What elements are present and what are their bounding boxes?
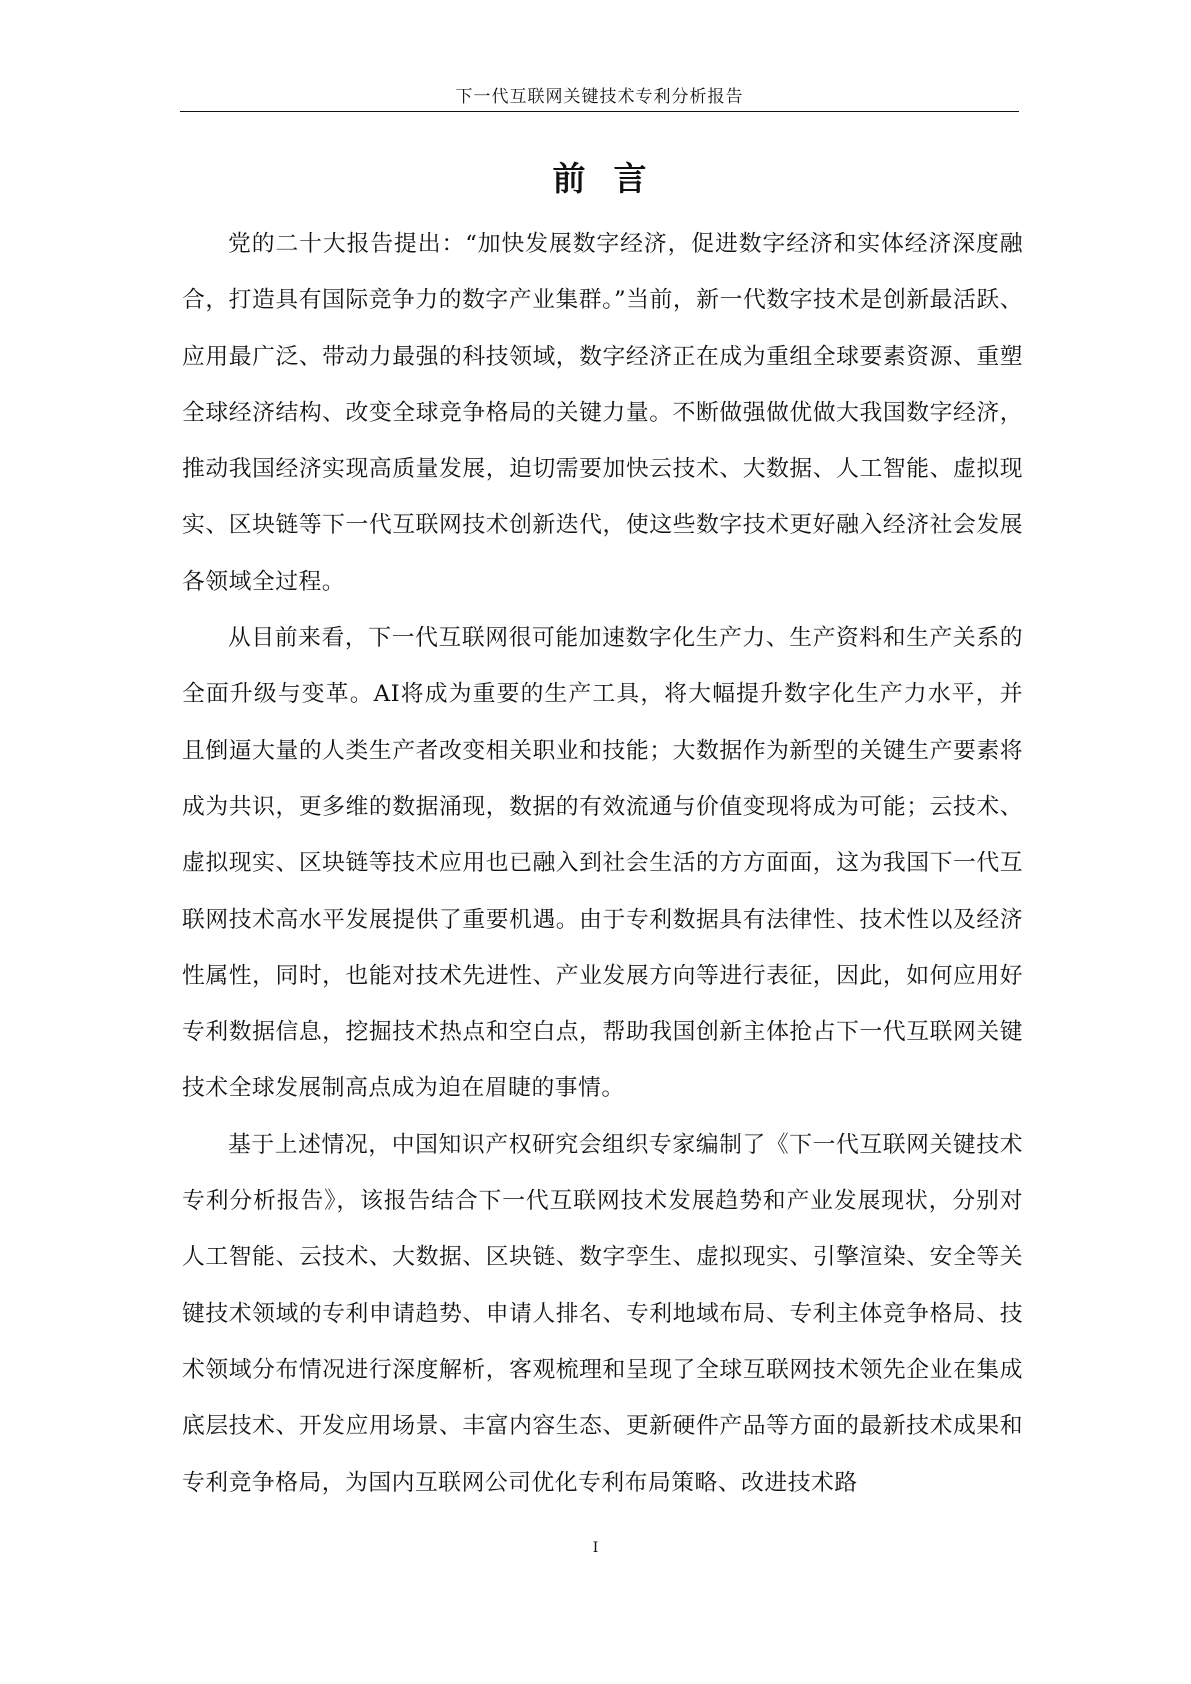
page-title: 前言	[552, 159, 675, 198]
body-text	[182, 216, 1023, 1511]
page-number: I	[592, 1540, 599, 1556]
paragraph-2: 从目前来看，下一代互联网很可能加速数字化生产力、生产资料和生产关系的全面升级与变革。AI将成为重要的生产工具，将大幅提升数字化生产力水平，并且倒逼大量的人类生产者改变相关职业和技能；大数据作为新型的关键生产要素将成为共识，更多维的数据涌现，数据的有效流通与价值变现将成为可能；云技术、虚拟现实、区块链等技术应用也已融入到社会生活的方方面面，这为我国下一代互联网技术高水平发展提供了重要机遇。由于专利数据具有法律性、技术性以及经济性属性，同时，也能对技术先进性、产业发展方向等进行表征，因此，如何应用好专利数据信息，挖掘技术热点和空白点，帮助我国创新主体抢占下一代互联网关键技术全球发展制高点成为迫在眉睫的事情。	[182, 625, 1023, 1102]
header-rule	[180, 111, 1019, 112]
paragraph-3: 基于上述情况，中国知识产权研究会组织专家编制了《下一代互联网关键技术专利分析报告》，该报告结合下一代互联网技术发展趋势和产业发展现状，分别对人工智能、云技术、大数据、区块链、数字孪生、虚拟现实、引擎渲染、安全等关键技术领域的专利申请趋势、申请人排名、专利地域布局、专利主体竞争格局、技术领域分布情况进行深度解析，客观梳理和呈现了全球互联网技术领先企业在集成底层技术、开发应用场景、丰富内容生态、更新硬件产品等方面的最新技术成果和专利竞争格局，为国内互联网公司优化专利布局策略、改进技术路	[182, 1131, 1023, 1496]
running-header: 下一代互联网关键技术专利分析报告	[455, 87, 744, 107]
paragraph-1: 党的二十大报告提出：“加快发展数字经济，促进数字经济和实体经济深度融合，打造具有国际竞争力的数字产业集群。”当前，新一代数字技术是创新最活跃、应用最广泛、带动力最强的科技领域，数字经济正在成为重组全球要素资源、重塑全球经济结构、改变全球竞争格局的关键力量。不断做强做优做大我国数字经济，推动我国经济实现高质量发展，迫切需要加快云技术、大数据、人工智能、虚拟现实、区块链等下一代互联网技术创新迭代，使这些数字技术更好融入经济社会发展各领域全过程。	[182, 231, 1023, 595]
